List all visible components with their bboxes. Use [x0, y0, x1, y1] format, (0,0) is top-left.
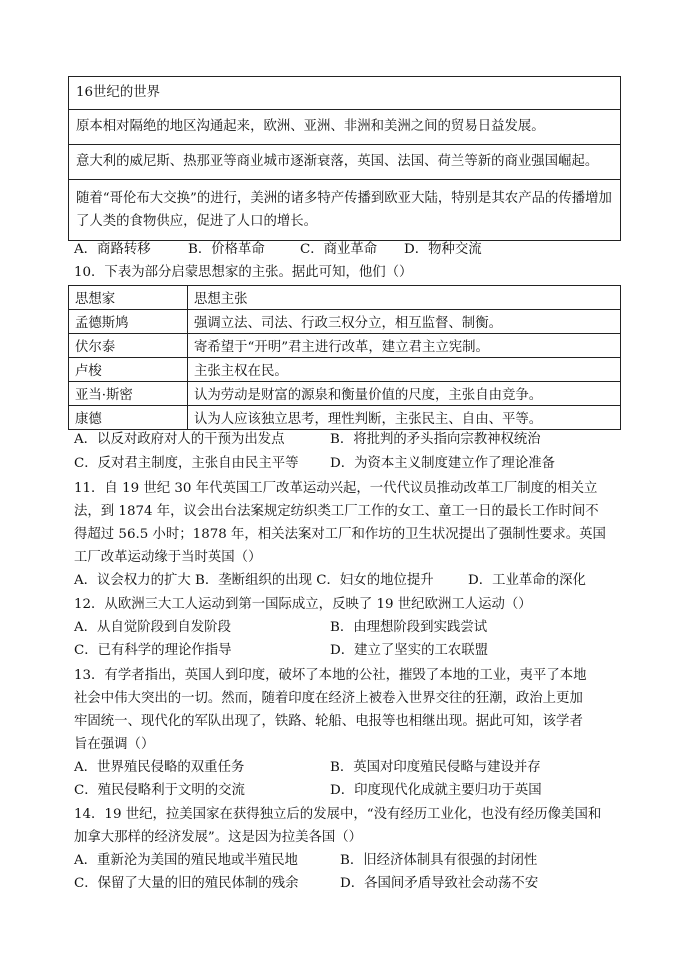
table-cell-idea: 寄希望于“开明”君主进行改革，建立君主立宪制。	[188, 334, 621, 358]
q10-thinkers-table	[68, 285, 621, 430]
table-row	[69, 382, 621, 406]
q9-option-b: B．价格革命	[188, 242, 265, 257]
q10-option-c: C．反对君主制度，主张自由民主平等	[74, 456, 299, 471]
table-cell-thinker: 亚当·斯密	[69, 382, 188, 406]
q14-option-c: C．保留了大量的旧的殖民体制的残余	[74, 876, 299, 891]
table-cell-idea: 强调立法、司法、行政三权分立，相互监督、制衡。	[188, 310, 621, 334]
table-cell-idea: 认为劳动是财富的源泉和衡量价值的尺度，主张自由竞争。	[188, 382, 621, 406]
table-cell-thinker: 康德	[69, 406, 188, 430]
q14-option-a: A．重新沦为美国的殖民地或半殖民地	[74, 853, 298, 868]
q12-stem: 12．从欧洲三大工人运动到第一国际成立，反映了 19 世纪欧洲工人运动（）	[74, 597, 532, 612]
q13-stem-line: 13．有学者指出，英国人到印度，破坏了本地的公社，摧毁了本地的工业，夷平了本地	[74, 668, 587, 683]
q9-table-row: 意大利的威尼斯、热那亚等商业城市逐渐衰落，英国、法国、荷兰等新的商业强国崛起。	[69, 145, 621, 180]
table-row	[69, 334, 621, 358]
q13-option-d: D．印度现代化成就主要归功于英国	[330, 783, 542, 798]
q9-option-c: C．商业革命	[300, 242, 378, 257]
q11-options-abc: A．议会权力的扩大 B．垄断组织的出现 C．妇女的地位提升	[74, 573, 434, 588]
q9-option-d: D．物种交流	[404, 242, 482, 257]
q9-table-row: 原本相对隔绝的地区沟通起来，欧洲、亚洲、非洲和美洲之间的贸易日益发展。	[69, 110, 621, 145]
table-cell-thinker: 卢梭	[69, 358, 188, 382]
q14-stem-line: 14．19 世纪，拉美国家在获得独立后的发展中，“没有经历工业化，也没有经历像美国和	[74, 807, 602, 822]
q12-option-a: A．从自觉阶段到自发阶段	[74, 620, 231, 635]
table-cell-thinker: 伏尔泰	[69, 334, 188, 358]
q13-option-b: B．英国对印度殖民侵略与建设并存	[330, 760, 541, 775]
q12-option-c: C．已有科学的理论作指导	[74, 643, 232, 658]
table-header-cell: 思想主张	[188, 286, 621, 310]
q14-option-d: D．各国间矛盾导致社会动荡不安	[340, 876, 539, 891]
table-header-cell: 思想家	[69, 286, 188, 310]
q9-option-a: A．商路转移	[74, 242, 151, 257]
q10-option-d: D．为资本主义制度建立作了理论准备	[330, 456, 555, 471]
q13-stem-line: 旨在强调（）	[74, 737, 155, 752]
q10-stem: 10．下表为部分启蒙思想家的主张。据此可知，他们（）	[74, 265, 413, 280]
q14-stem-line: 加拿大那样的经济发展”。这是因为拉美各国（）	[74, 830, 363, 845]
table-cell-thinker: 孟德斯鸠	[69, 310, 188, 334]
q14-option-b: B．旧经济体制具有很强的封闭性	[340, 853, 538, 868]
q9-table-row: 随着“哥伦布大交换”的进行，美洲的诸多特产传播到欧亚大陆，特别是其农产品的传播增加了人类的食物供应，促进了人口的增长。	[69, 180, 621, 241]
table-cell-idea: 认为人应该独立思考，理性判断，主张民主、自由、平等。	[188, 406, 621, 430]
q13-option-a: A．世界殖民侵略的双重任务	[74, 760, 245, 775]
q11-stem-line: 法，到 1874 年，议会出台法案规定纺织类工厂工作的女工、童工一日的最长工作时间不	[74, 504, 599, 519]
q12-option-d: D．建立了坚实的工农联盟	[330, 643, 489, 658]
table-row	[69, 358, 621, 382]
q13-option-c: C．殖民侵略利于文明的交流	[74, 783, 245, 798]
q13-stem-line: 社会中伟大突出的一切。然而，随着印度在经济上被卷入世界交往的狂潮，政治上更加	[74, 691, 583, 706]
q11-stem-line: 得超过 56.5 小时；1878 年，相关法案对工厂和作坊的卫生状况提出了强制性要求。英国	[74, 527, 606, 542]
table-header-row	[69, 286, 621, 310]
q9-table-title: 16世纪的世界	[69, 77, 621, 110]
q10-option-a: A．以反对政府对人的干预为出发点	[74, 432, 285, 447]
table-row	[69, 406, 621, 430]
q13-stem-line: 牢固统一、现代化的军队出现了，铁路、轮船、电报等也相继出现。据此可知，该学者	[74, 714, 583, 729]
q11-stem-line: 工厂改革运动缘于当时英国（）	[74, 550, 262, 565]
q12-option-b: B．由理想阶段到实践尝试	[330, 620, 488, 635]
q10-option-b: B．将批判的矛头指向宗教神权统治	[330, 432, 541, 447]
q9-material-table	[68, 76, 621, 241]
table-row	[69, 310, 621, 334]
q11-stem-line: 11．自 19 世纪 30 年代英国工厂改革运动兴起，一代代议员推动改革工厂制度的相关立	[74, 481, 598, 496]
q11-option-d: D．工业革命的深化	[468, 573, 586, 588]
table-cell-idea: 主张主权在民。	[188, 358, 621, 382]
